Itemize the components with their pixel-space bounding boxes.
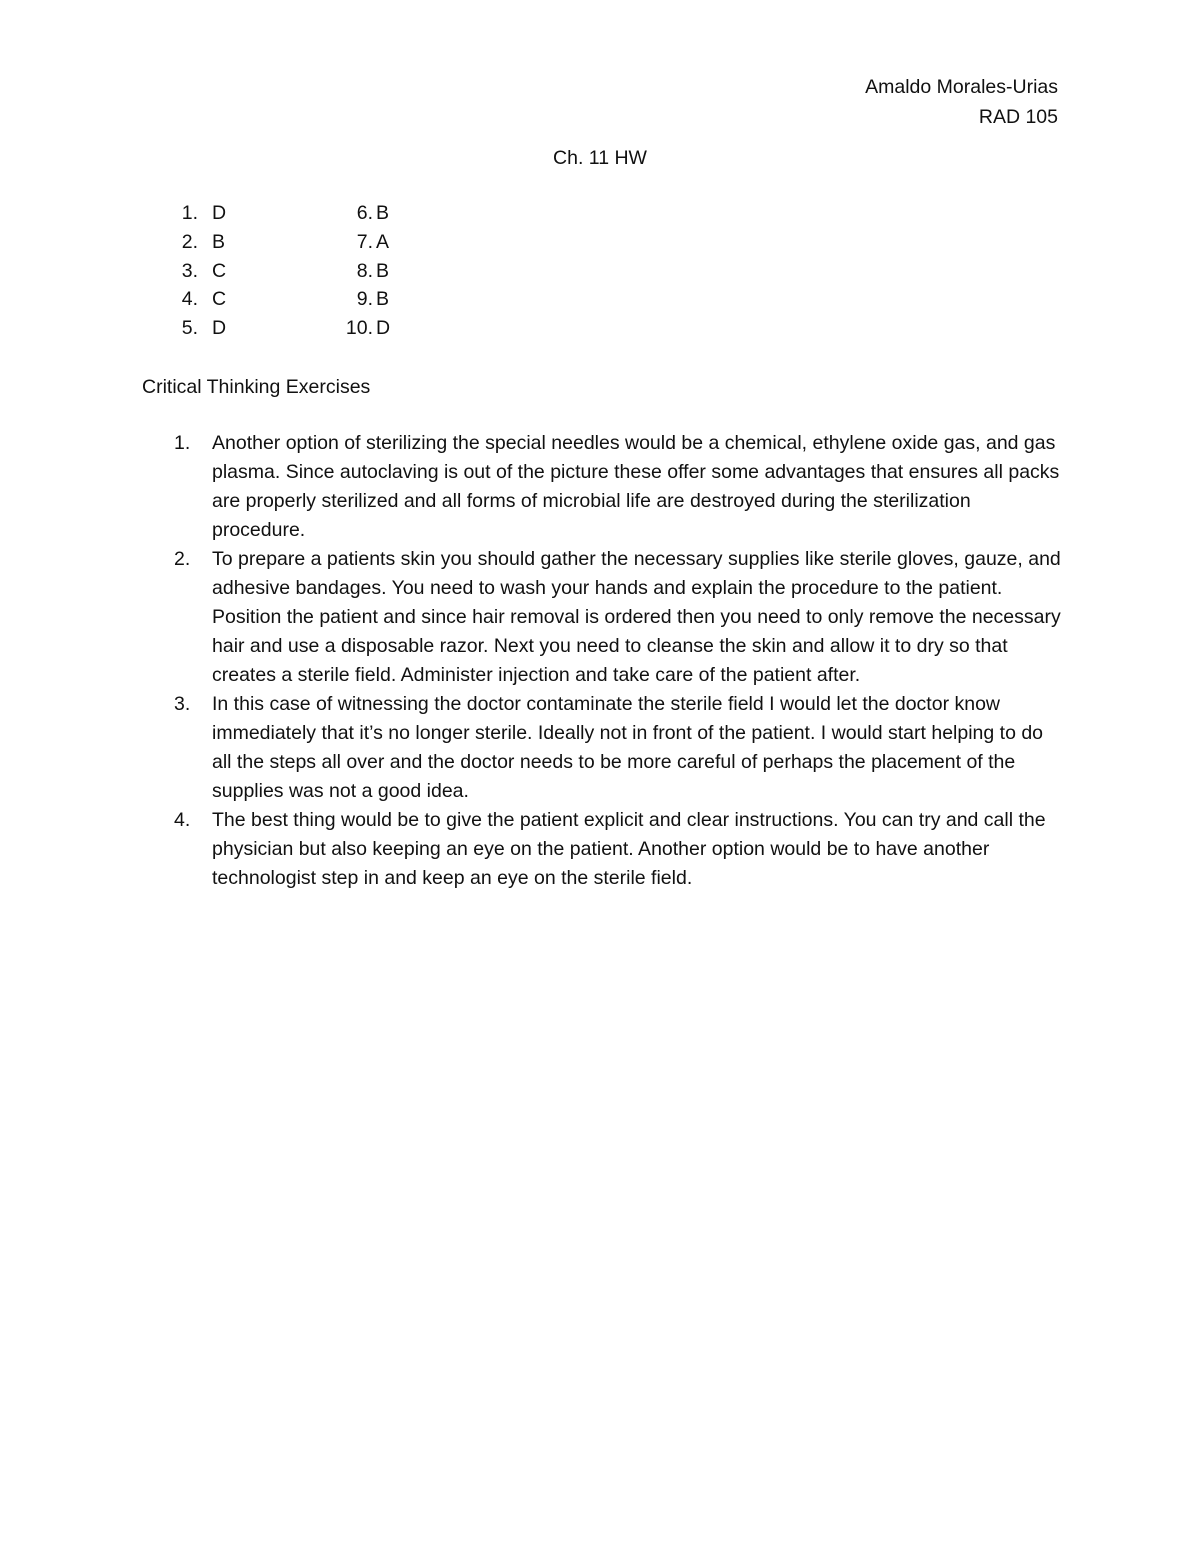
- answer-number: 3.: [181, 259, 198, 282]
- answer-value: C: [212, 259, 227, 282]
- exercise-number: 3.: [174, 693, 191, 715]
- answer-list: [172, 199, 472, 343]
- answer-value: B: [376, 202, 390, 224]
- answer-value: D: [212, 317, 227, 340]
- exercise-item: [142, 806, 1062, 893]
- exercise-item: [142, 429, 1062, 545]
- answer-number: 2.: [181, 230, 198, 253]
- course-code: RAD 105: [978, 106, 1058, 128]
- exercise-item: [142, 690, 1062, 806]
- answer-number: 7.: [356, 230, 373, 253]
- header-block: [865, 72, 1058, 132]
- exercise-list: [142, 429, 1062, 893]
- answer-number: 10.: [345, 317, 373, 340]
- answer-row: [172, 228, 472, 257]
- exercise-text: Another option of sterilizing the special needles would be a chemical, ethylene oxide gas, and gas plasma. Since autoclaving is out of the picture these offer some advantages that ensures all packs are properly sterilized and all forms of microbial life are destroyed during the sterilization procedure.: [212, 432, 1060, 541]
- answer-number: 9.: [356, 288, 373, 311]
- exercise-number: 1.: [174, 432, 191, 454]
- section-heading: Critical Thinking Exercises: [142, 376, 371, 398]
- exercise-number: 4.: [174, 809, 191, 831]
- answer-value: B: [376, 288, 390, 311]
- answer-value: D: [376, 317, 391, 340]
- answer-value: C: [212, 288, 227, 311]
- exercise-text: In this case of witnessing the doctor contaminate the sterile field I would let the doctor know immediately that it’s no longer sterile. Ideally not in front of the patient. I would start helping to do all the steps all over and the doctor needs to be more careful of perhaps the placement of the supplies was not a good idea.: [212, 693, 1044, 802]
- answer-row: [172, 199, 472, 228]
- answer-value: A: [376, 230, 390, 253]
- answer-number: 6.: [356, 202, 373, 224]
- answer-value: B: [212, 230, 226, 253]
- exercise-number: 2.: [174, 548, 191, 570]
- answer-value: D: [212, 202, 227, 224]
- exercise-text: To prepare a patients skin you should gather the necessary supplies like sterile gloves, gauze, and adhesive bandages. You need to wash your hands and explain the procedure to the patient. Position the patient and since hair removal is ordered then you need to only remove the necessary hair and use a disposable razor. Next you need to cleanse the skin and allow it to dry so that creates a sterile field. Administer injection and take care of the patient after.: [212, 548, 1061, 686]
- author-name: Amaldo Morales-Urias: [865, 76, 1058, 98]
- answer-value: B: [376, 259, 390, 282]
- page-title: Ch. 11 HW: [553, 147, 647, 169]
- answer-row: [172, 285, 472, 314]
- exercise-text: The best thing would be to give the patient explicit and clear instructions. You can try and call the physician but also keeping an eye on the patient. Another option would be to have another technologist step in and keep an eye on the sterile field.: [212, 809, 1046, 889]
- exercise-item: [142, 545, 1062, 690]
- answer-number: 8.: [356, 259, 373, 282]
- answer-number: 5.: [181, 317, 198, 340]
- answer-number: 4.: [181, 288, 198, 311]
- answer-row: [172, 314, 472, 343]
- answer-row: [172, 257, 472, 286]
- answer-number: 1.: [181, 202, 198, 224]
